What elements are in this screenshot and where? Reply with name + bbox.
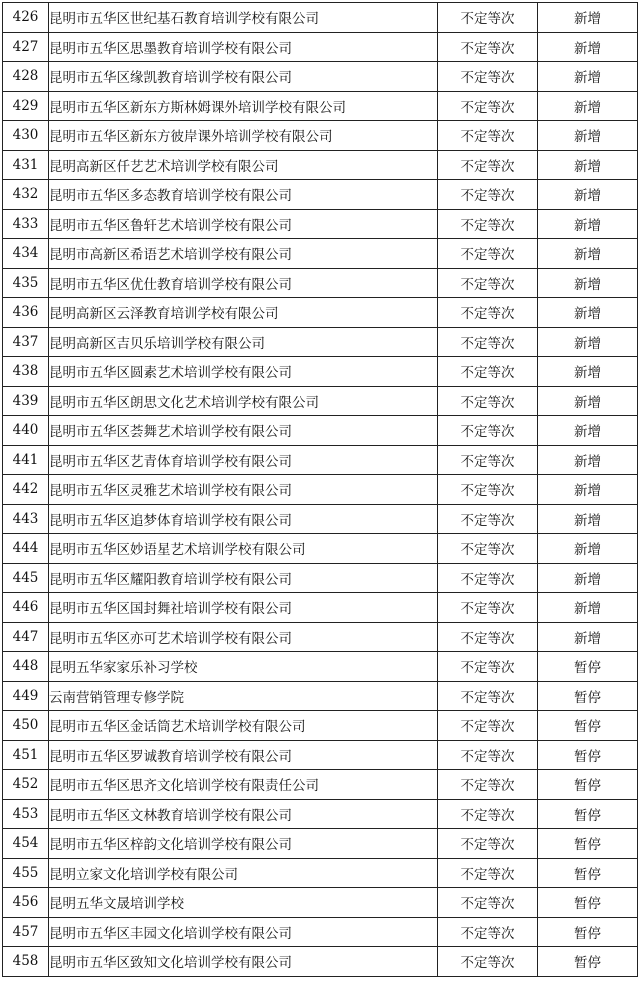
school-name-cell: 昆明市五华区缘凯教育培训学校有限公司	[49, 62, 438, 92]
status-cell: 暂停	[538, 711, 638, 741]
school-name-cell: 昆明市五华区亦可艺术培训学校有限公司	[49, 622, 438, 652]
school-list-table	[2, 2, 638, 977]
school-name-cell: 昆明市高新区希语艺术培训学校有限公司	[49, 239, 438, 269]
table-row	[3, 209, 638, 239]
row-number-cell: 430	[3, 121, 49, 151]
status-cell: 新增	[538, 327, 638, 357]
grade-cell: 不定等次	[438, 681, 538, 711]
table-row	[3, 681, 638, 711]
table-row	[3, 888, 638, 918]
grade-cell: 不定等次	[438, 32, 538, 62]
table-row	[3, 475, 638, 505]
row-number-cell: 426	[3, 3, 49, 33]
row-number-cell: 427	[3, 32, 49, 62]
row-number-cell: 429	[3, 91, 49, 121]
grade-cell: 不定等次	[438, 327, 538, 357]
grade-cell: 不定等次	[438, 770, 538, 800]
table-row	[3, 711, 638, 741]
table-row	[3, 298, 638, 328]
row-number-cell: 435	[3, 268, 49, 298]
status-cell: 新增	[538, 121, 638, 151]
grade-cell: 不定等次	[438, 357, 538, 387]
status-cell: 新增	[538, 3, 638, 33]
table-row	[3, 770, 638, 800]
grade-cell: 不定等次	[438, 91, 538, 121]
status-cell: 新增	[538, 445, 638, 475]
row-number-cell: 444	[3, 534, 49, 564]
row-number-cell: 443	[3, 504, 49, 534]
table-row	[3, 121, 638, 151]
grade-cell: 不定等次	[438, 829, 538, 859]
table-body	[3, 3, 638, 977]
status-cell: 暂停	[538, 652, 638, 682]
school-name-cell: 昆明高新区仟艺艺术培训学校有限公司	[49, 150, 438, 180]
table-row	[3, 91, 638, 121]
row-number-cell: 450	[3, 711, 49, 741]
status-cell: 新增	[538, 475, 638, 505]
table-row	[3, 386, 638, 416]
school-name-cell: 昆明市五华区国封舞社培训学校有限公司	[49, 593, 438, 623]
row-number-cell: 447	[3, 622, 49, 652]
row-number-cell: 456	[3, 888, 49, 918]
school-name-cell: 昆明市五华区新东方斯林姆课外培训学校有限公司	[49, 91, 438, 121]
table-row	[3, 180, 638, 210]
school-name-cell: 昆明市五华区金话筒艺术培训学校有限公司	[49, 711, 438, 741]
row-number-cell: 454	[3, 829, 49, 859]
table-row	[3, 858, 638, 888]
school-name-cell: 昆明市五华区致知文化培训学校有限公司	[49, 947, 438, 977]
grade-cell: 不定等次	[438, 947, 538, 977]
grade-cell: 不定等次	[438, 593, 538, 623]
grade-cell: 不定等次	[438, 62, 538, 92]
school-name-cell: 昆明市五华区灵雅艺术培训学校有限公司	[49, 475, 438, 505]
school-name-cell: 昆明市五华区朗思文化艺术培训学校有限公司	[49, 386, 438, 416]
school-name-cell: 昆明五华家家乐补习学校	[49, 652, 438, 682]
row-number-cell: 458	[3, 947, 49, 977]
grade-cell: 不定等次	[438, 150, 538, 180]
status-cell: 新增	[538, 504, 638, 534]
row-number-cell: 431	[3, 150, 49, 180]
status-cell: 新增	[538, 209, 638, 239]
status-cell: 新增	[538, 563, 638, 593]
grade-cell: 不定等次	[438, 298, 538, 328]
status-cell: 暂停	[538, 947, 638, 977]
table-row	[3, 593, 638, 623]
table-row	[3, 947, 638, 977]
table-row	[3, 622, 638, 652]
school-name-cell: 昆明市五华区鲁轩艺术培训学校有限公司	[49, 209, 438, 239]
school-name-cell: 昆明市五华区思齐文化培训学校有限责任公司	[49, 770, 438, 800]
school-name-cell: 昆明市五华区新东方彼岸课外培训学校有限公司	[49, 121, 438, 151]
table-row	[3, 150, 638, 180]
table-row	[3, 327, 638, 357]
grade-cell: 不定等次	[438, 740, 538, 770]
grade-cell: 不定等次	[438, 3, 538, 33]
row-number-cell: 440	[3, 416, 49, 446]
row-number-cell: 441	[3, 445, 49, 475]
table-row	[3, 239, 638, 269]
school-name-cell: 昆明市五华区艺青体育培训学校有限公司	[49, 445, 438, 475]
status-cell: 新增	[538, 180, 638, 210]
school-name-cell: 昆明市五华区优仕教育培训学校有限公司	[49, 268, 438, 298]
row-number-cell: 434	[3, 239, 49, 269]
status-cell: 暂停	[538, 681, 638, 711]
grade-cell: 不定等次	[438, 563, 538, 593]
grade-cell: 不定等次	[438, 121, 538, 151]
grade-cell: 不定等次	[438, 504, 538, 534]
status-cell: 新增	[538, 386, 638, 416]
school-name-cell: 昆明市五华区荟舞艺术培训学校有限公司	[49, 416, 438, 446]
school-name-cell: 昆明市五华区思墨教育培训学校有限公司	[49, 32, 438, 62]
row-number-cell: 432	[3, 180, 49, 210]
table-row	[3, 534, 638, 564]
status-cell: 新增	[538, 593, 638, 623]
row-number-cell: 448	[3, 652, 49, 682]
grade-cell: 不定等次	[438, 888, 538, 918]
school-name-cell: 云南营销管理专修学院	[49, 681, 438, 711]
school-name-cell: 昆明高新区吉贝乐培训学校有限公司	[49, 327, 438, 357]
table-row	[3, 3, 638, 33]
status-cell: 暂停	[538, 770, 638, 800]
grade-cell: 不定等次	[438, 416, 538, 446]
table-row	[3, 416, 638, 446]
row-number-cell: 439	[3, 386, 49, 416]
status-cell: 新增	[538, 416, 638, 446]
school-name-cell: 昆明高新区云泽教育培训学校有限公司	[49, 298, 438, 328]
status-cell: 新增	[538, 32, 638, 62]
table-row	[3, 563, 638, 593]
school-name-cell: 昆明市五华区文林教育培训学校有限公司	[49, 799, 438, 829]
status-cell: 暂停	[538, 740, 638, 770]
grade-cell: 不定等次	[438, 180, 538, 210]
status-cell: 暂停	[538, 858, 638, 888]
grade-cell: 不定等次	[438, 711, 538, 741]
school-name-cell: 昆明立家文化培训学校有限公司	[49, 858, 438, 888]
grade-cell: 不定等次	[438, 475, 538, 505]
row-number-cell: 442	[3, 475, 49, 505]
school-name-cell: 昆明市五华区梓韵文化培训学校有限公司	[49, 829, 438, 859]
row-number-cell: 433	[3, 209, 49, 239]
school-name-cell: 昆明市五华区多态教育培训学校有限公司	[49, 180, 438, 210]
table-row	[3, 740, 638, 770]
status-cell: 新增	[538, 534, 638, 564]
table-row	[3, 829, 638, 859]
status-cell: 新增	[538, 150, 638, 180]
school-name-cell: 昆明市五华区妙语星艺术培训学校有限公司	[49, 534, 438, 564]
school-name-cell: 昆明市五华区世纪基石教育培训学校有限公司	[49, 3, 438, 33]
status-cell: 暂停	[538, 917, 638, 947]
school-name-cell: 昆明市五华区圆素艺术培训学校有限公司	[49, 357, 438, 387]
row-number-cell: 449	[3, 681, 49, 711]
school-name-cell: 昆明市五华区丰园文化培训学校有限公司	[49, 917, 438, 947]
row-number-cell: 428	[3, 62, 49, 92]
grade-cell: 不定等次	[438, 799, 538, 829]
grade-cell: 不定等次	[438, 652, 538, 682]
grade-cell: 不定等次	[438, 622, 538, 652]
status-cell: 新增	[538, 357, 638, 387]
status-cell: 新增	[538, 62, 638, 92]
row-number-cell: 452	[3, 770, 49, 800]
grade-cell: 不定等次	[438, 445, 538, 475]
status-cell: 新增	[538, 91, 638, 121]
status-cell: 暂停	[538, 799, 638, 829]
table-row	[3, 32, 638, 62]
row-number-cell: 455	[3, 858, 49, 888]
grade-cell: 不定等次	[438, 268, 538, 298]
row-number-cell: 451	[3, 740, 49, 770]
row-number-cell: 457	[3, 917, 49, 947]
table-row	[3, 917, 638, 947]
school-name-cell: 昆明市五华区追梦体育培训学校有限公司	[49, 504, 438, 534]
table-row	[3, 504, 638, 534]
status-cell: 新增	[538, 239, 638, 269]
row-number-cell: 437	[3, 327, 49, 357]
school-name-cell: 昆明五华文晟培训学校	[49, 888, 438, 918]
status-cell: 新增	[538, 622, 638, 652]
status-cell: 新增	[538, 268, 638, 298]
row-number-cell: 436	[3, 298, 49, 328]
grade-cell: 不定等次	[438, 917, 538, 947]
row-number-cell: 438	[3, 357, 49, 387]
grade-cell: 不定等次	[438, 239, 538, 269]
grade-cell: 不定等次	[438, 209, 538, 239]
school-name-cell: 昆明市五华区耀阳教育培训学校有限公司	[49, 563, 438, 593]
table-row	[3, 62, 638, 92]
table-row	[3, 357, 638, 387]
grade-cell: 不定等次	[438, 534, 538, 564]
grade-cell: 不定等次	[438, 386, 538, 416]
school-name-cell: 昆明市五华区罗诚教育培训学校有限公司	[49, 740, 438, 770]
table-row	[3, 652, 638, 682]
table-row	[3, 799, 638, 829]
row-number-cell: 446	[3, 593, 49, 623]
table-row	[3, 445, 638, 475]
row-number-cell: 445	[3, 563, 49, 593]
status-cell: 暂停	[538, 829, 638, 859]
grade-cell: 不定等次	[438, 858, 538, 888]
row-number-cell: 453	[3, 799, 49, 829]
status-cell: 暂停	[538, 888, 638, 918]
status-cell: 新增	[538, 298, 638, 328]
table-row	[3, 268, 638, 298]
